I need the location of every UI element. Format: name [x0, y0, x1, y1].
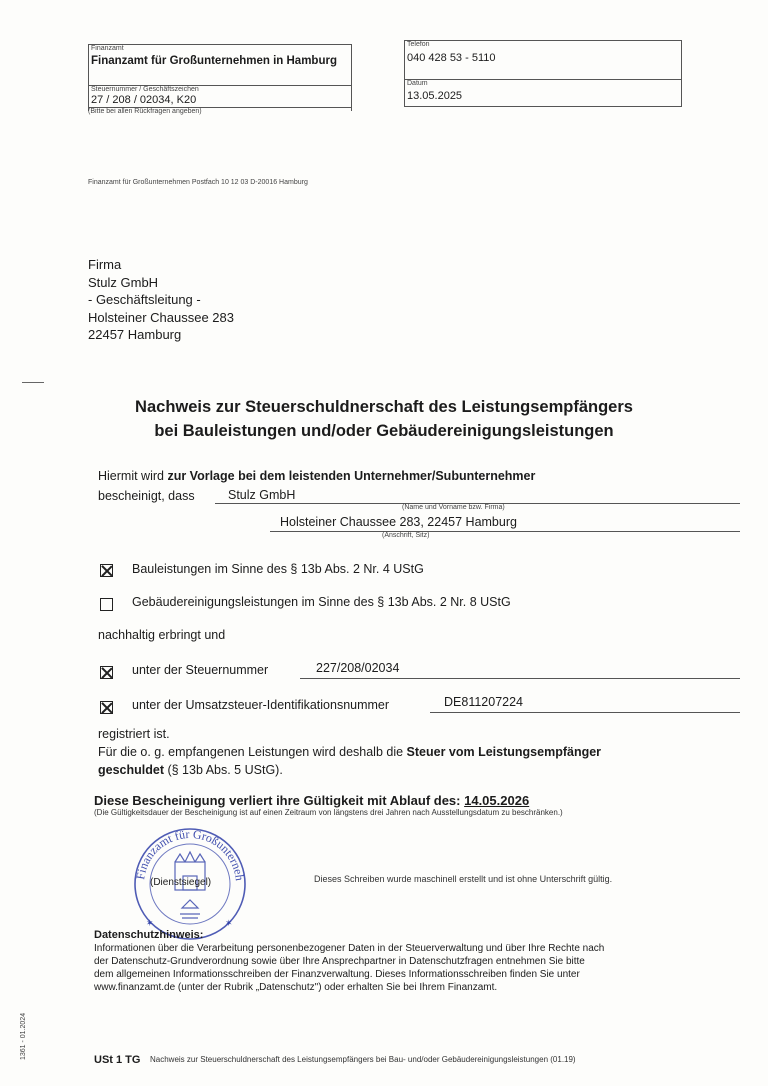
validity-date: 14.05.2026: [464, 793, 530, 808]
seal-ring-text: Finanzamt für Großunterneh: [133, 826, 247, 882]
intro-text: [98, 469, 535, 483]
sender-line: Finanzamt für Großunternehmen Postfach 10 12 03 D-20016 Hamburg: [88, 179, 308, 186]
vatid-value: DE811207224: [444, 695, 524, 709]
option-cleaning: Gebäudereinigungsleistungen im Sinne des § 13b Abs. 2 Nr. 8 UStG: [132, 595, 511, 609]
address-caption: (Anschrift, Sitz): [382, 532, 430, 539]
privacy-line: Informationen über die Verarbeitung personenbezogener Daten in der Steuerverwaltung und über Ihre Rechte nach: [94, 943, 605, 954]
validity-note: (Die Gültigkeitsdauer der Bescheinigung ist auf einen Zeitraum von längstens drei Jahren nach Ausstellungsdatum zu beschränken.): [94, 808, 563, 817]
side-form-code: 1361 - 01.2024: [20, 1012, 27, 1060]
taxnum: 27 / 208 / 02034, K20: [91, 94, 197, 106]
validity-line: [94, 793, 529, 808]
name-caption: (Name und Vorname bzw. Firma): [402, 504, 505, 511]
taxnum-checkbox[interactable]: [100, 666, 113, 679]
vatid-checkbox[interactable]: [100, 701, 113, 714]
privacy-line: der Datenschutz-Grundverordnung sowie über Ihre Ansprechpartner in Datenschutzfragen entnehmen Sie bitte: [94, 956, 585, 967]
date: 13.05.2025: [407, 90, 463, 102]
option-construction: Bauleistungen im Sinne des § 13b Abs. 2 Nr. 4 UStG: [132, 562, 424, 576]
registered-text: registriert ist.: [98, 727, 170, 741]
construction-services-checkbox[interactable]: [100, 564, 113, 577]
recipient-line: Firma: [88, 257, 122, 272]
result-bold: Steuer vom Leistungsempfänger: [406, 745, 602, 759]
date-caption: Datum: [407, 80, 428, 87]
sustainably-text: nachhaltig erbringt und: [98, 628, 226, 642]
recipient-line: - Geschäftsleitung -: [88, 292, 201, 307]
result-post: (§ 13b Abs. 5 UStG).: [164, 763, 283, 777]
intro-pre: Hiermit wird: [98, 469, 168, 483]
recipient-line: Holsteiner Chaussee 283: [88, 309, 234, 325]
result-bold2: geschuldet: [98, 763, 164, 777]
taxnum-value: 227/208/02034: [316, 661, 400, 675]
recipient-line: 22457 Hamburg: [88, 327, 182, 342]
phone-caption: Telefon: [407, 41, 430, 48]
seal-placeholder: (Dienstsiegel): [150, 877, 212, 888]
privacy-heading: Datenschutzhinweis:: [94, 929, 204, 941]
document-title-line1: Nachweis zur Steuerschuldnerschaft des Leistungsempfängers: [135, 398, 633, 416]
privacy-text: [94, 942, 686, 994]
form-title: Nachweis zur Steuerschuldnerschaft des Leistungsempfängers bei Bau- und/oder Gebäudereinigungsleistungen (01.19): [150, 1055, 576, 1064]
intro-bold: zur Vorlage bei dem leistenden Unternehmer/Subunternehmer: [167, 469, 536, 483]
recipient-address: [88, 256, 234, 344]
privacy-line: dem allgemeinen Informationsschreiben der Finanzverwaltung. Dieses Informationsschreiben finden Sie unter: [94, 969, 580, 980]
validity-pre: Diese Bescheinigung verliert ihre Gültigkeit mit Ablauf des:: [94, 793, 465, 808]
recipient-line: Stulz GmbH: [88, 274, 159, 290]
form-id: USt 1 TG: [94, 1054, 141, 1066]
privacy-line: www.finanzamt.de (unter der Rubrik „Datenschutz") oder erhalten Sie bei Ihrem Finanzamt.: [94, 982, 498, 993]
company-address: Holsteiner Chaussee 283, 22457 Hamburg: [280, 515, 517, 529]
result-pre: Für die o. g. empfangenen Leistungen wird deshalb die: [98, 745, 407, 759]
vatid-label: unter der Umsatzsteuer-Identifikationsnummer: [132, 698, 390, 712]
document-title-line2: bei Bauleistungen und/oder Gebäudereinigungsleistungen: [154, 422, 614, 440]
svg-text:✶: ✶: [225, 918, 233, 928]
office-name: Finanzamt für Großunternehmen in Hamburg: [91, 55, 337, 67]
svg-text:✶: ✶: [146, 918, 154, 928]
certify-label: bescheinigt, dass: [98, 489, 195, 503]
phone: 040 428 53 - 5110: [407, 52, 496, 64]
company-name: Stulz GmbH: [228, 488, 296, 502]
taxnum-hint: (Bitte bei allen Rückfragen angeben): [88, 108, 202, 115]
taxnum-caption: Steuernummer / Geschäftszeichen: [91, 86, 199, 93]
result-text: [98, 743, 698, 779]
office-caption: Finanzamt: [91, 45, 124, 52]
machine-note: Dieses Schreiben wurde maschinell erstellt und ist ohne Unterschrift gültig.: [314, 874, 613, 884]
cleaning-services-checkbox[interactable]: [100, 598, 113, 611]
taxnum-label: unter der Steuernummer: [132, 663, 269, 677]
